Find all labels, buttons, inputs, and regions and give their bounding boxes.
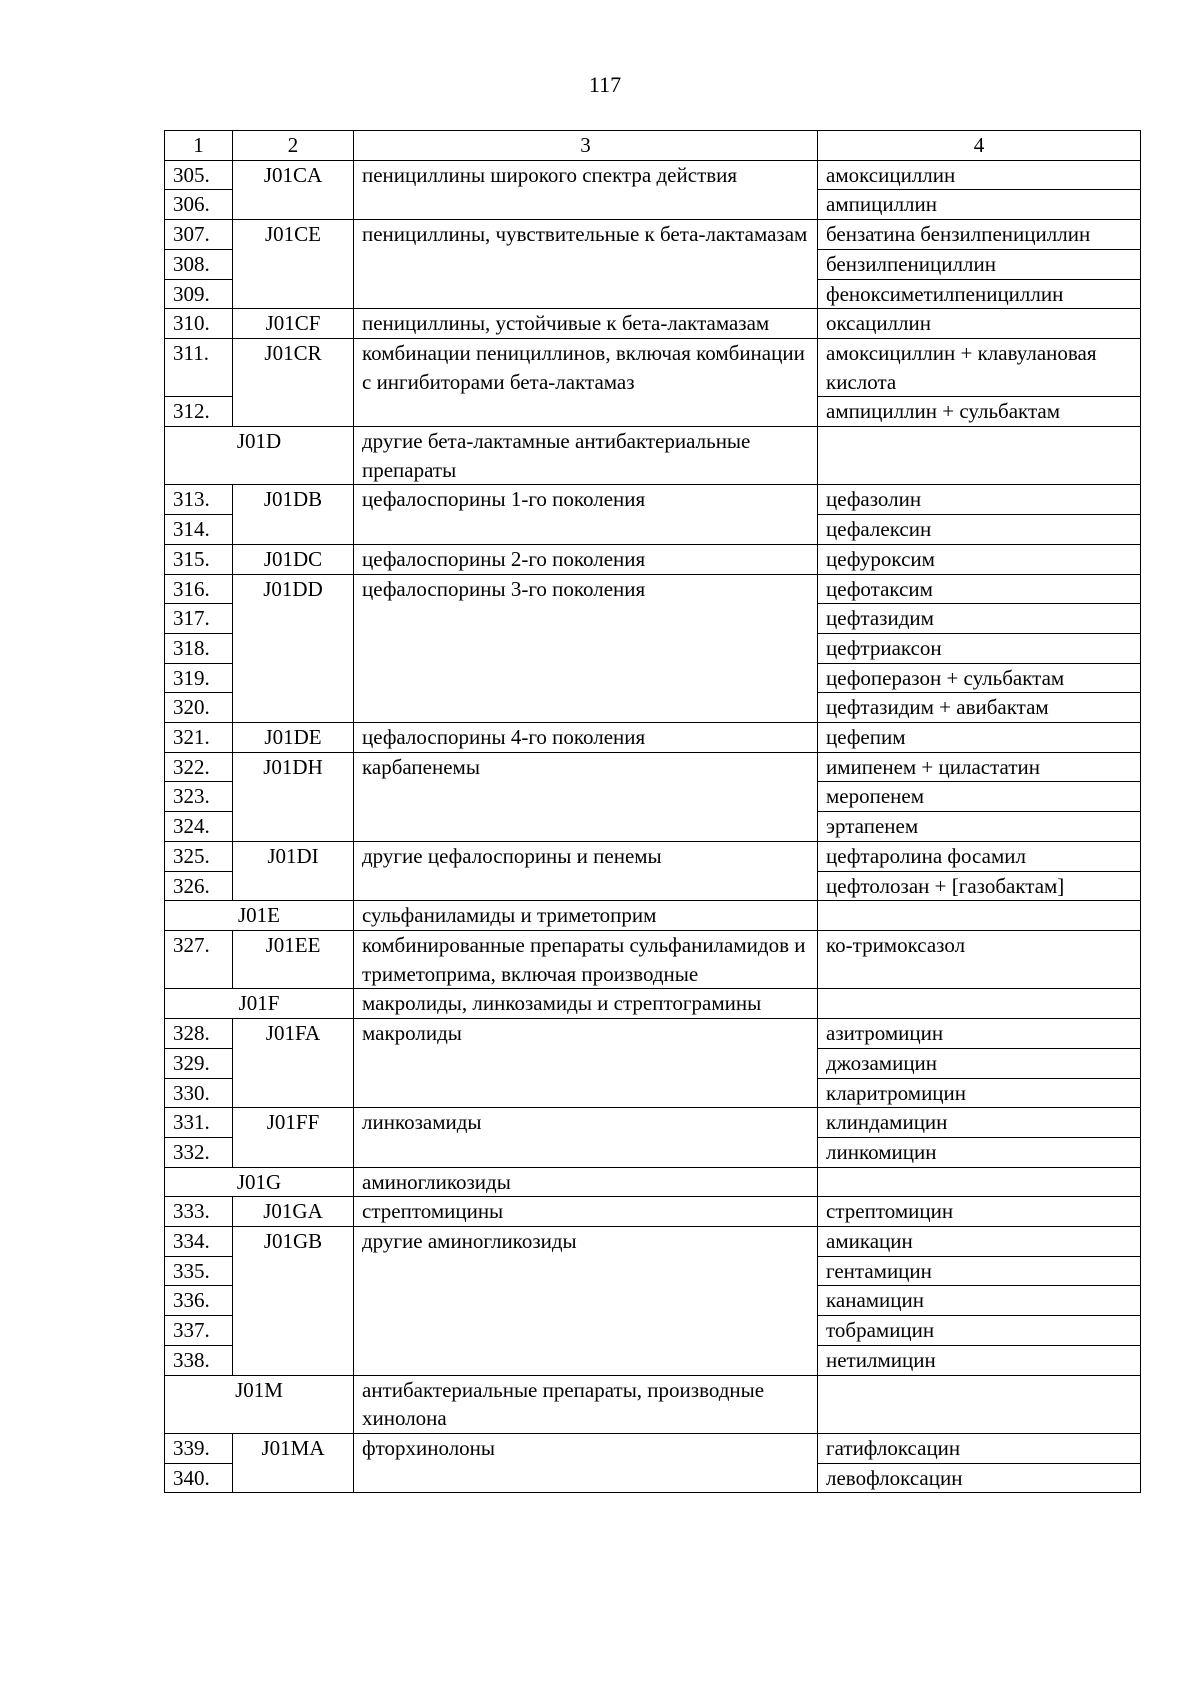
header-cell-3: 3 [354,131,818,161]
row-number: 335. [165,1256,233,1286]
drug-name: канамицин [818,1286,1141,1316]
drug-name: амоксициллин [818,160,1141,190]
drug-name: цефтазидим + авибактам [818,693,1141,723]
table-row [165,309,1141,339]
drug-name: меропенем [818,782,1141,812]
anatomical-group-name: пенициллины, чувствительные к бета-лактамазам [354,220,818,309]
group-code: J01G [165,1167,354,1197]
group-code: J01D [165,427,354,485]
row-number: 322. [165,752,233,782]
drug-name: гентамицин [818,1256,1141,1286]
row-number: 323. [165,782,233,812]
group-drug-cell [818,1375,1141,1433]
row-number: 331. [165,1108,233,1138]
drug-name: цефазолин [818,485,1141,515]
drug-name: цефтриаксон [818,633,1141,663]
atc-code: J01FF [233,1108,354,1167]
atc-code: J01CA [233,160,354,219]
row-number: 338. [165,1345,233,1375]
anatomical-group-name: другие цефалоспорины и пенемы [354,841,818,900]
row-number: 329. [165,1048,233,1078]
drug-name: бензилпенициллин [818,249,1141,279]
group-drug-cell [818,1167,1141,1197]
group-row [165,989,1141,1019]
drug-name: цефалексин [818,515,1141,545]
row-number: 317. [165,604,233,634]
table-row [165,1433,1141,1463]
atc-code: J01GB [233,1227,354,1376]
drug-name: ампициллин [818,190,1141,220]
table-row [165,160,1141,190]
table-row [165,752,1141,782]
table-body [165,131,1141,1493]
row-number: 316. [165,574,233,604]
group-drug-cell [818,427,1141,485]
header-cell-2: 2 [233,131,354,161]
anatomical-group-name: стрептомицины [354,1197,818,1227]
anatomical-group-name: цефалоспорины 4-го поколения [354,723,818,753]
group-code: J01F [165,989,354,1019]
drug-name: азитромицин [818,1019,1141,1049]
atc-code: J01DD [233,574,354,723]
anatomical-group-name: цефалоспорины 2-го поколения [354,544,818,574]
drug-name: гатифлоксацин [818,1433,1141,1463]
row-number: 307. [165,220,233,250]
row-number: 312. [165,397,233,427]
atc-code: J01DB [233,485,354,544]
drug-name: цефоперазон + сульбактам [818,663,1141,693]
atc-code: J01CE [233,220,354,309]
row-number: 314. [165,515,233,545]
row-number: 320. [165,693,233,723]
table-row [165,1197,1141,1227]
row-number: 313. [165,485,233,515]
row-number: 332. [165,1137,233,1167]
group-name: сульфаниламиды и триметоприм [354,901,818,931]
atc-code: J01MA [233,1433,354,1492]
drug-name: левофлоксацин [818,1463,1141,1493]
drug-name: ампициллин + сульбактам [818,397,1141,427]
anatomical-group-name: другие аминогликозиды [354,1227,818,1376]
table-row [165,841,1141,871]
drug-name: эртапенем [818,812,1141,842]
drug-name: цефтолозан + [газобактам] [818,871,1141,901]
anatomical-group-name: цефалоспорины 1-го поколения [354,485,818,544]
drug-name: стрептомицин [818,1197,1141,1227]
row-number: 337. [165,1316,233,1346]
header-cell-4: 4 [818,131,1141,161]
row-number: 315. [165,544,233,574]
group-name: другие бета-лактамные антибактериальные препараты [354,427,818,485]
drug-name: цефотаксим [818,574,1141,604]
table-row [165,485,1141,515]
row-number: 336. [165,1286,233,1316]
drug-name: тобрамицин [818,1316,1141,1346]
drug-name: нетилмицин [818,1345,1141,1375]
table-header-row [165,131,1141,161]
group-code: J01E [165,901,354,931]
drug-name: ко-тримоксазол [818,930,1141,988]
anatomical-group-name: фторхинолоны [354,1433,818,1492]
row-number: 330. [165,1078,233,1108]
row-number: 318. [165,633,233,663]
row-number: 324. [165,812,233,842]
drug-name: линкомицин [818,1137,1141,1167]
anatomical-group-name: линкозамиды [354,1108,818,1167]
group-drug-cell [818,989,1141,1019]
row-number: 321. [165,723,233,753]
table-row [165,1019,1141,1049]
group-row [165,427,1141,485]
table-row [165,574,1141,604]
row-number: 311. [165,338,233,396]
anatomical-group-name: комбинированные препараты сульфаниламидов и триметоприма, включая производные [354,930,818,988]
anatomical-group-name: цефалоспорины 3-го поколения [354,574,818,723]
drug-name: имипенем + циластатин [818,752,1141,782]
atc-code: J01DC [233,544,354,574]
drug-name: цефуроксим [818,544,1141,574]
table-row [165,723,1141,753]
group-drug-cell [818,901,1141,931]
atc-code: J01DE [233,723,354,753]
row-number: 325. [165,841,233,871]
row-number: 306. [165,190,233,220]
group-row [165,901,1141,931]
drug-name: амоксициллин + клавулановая кислота [818,338,1141,396]
group-name: антибактериальные препараты, производные хинолона [354,1375,818,1433]
anatomical-group-name: комбинации пенициллинов, включая комбинации с ингибиторами бета-лактамаз [354,338,818,426]
group-row [165,1375,1141,1433]
table-row [165,1108,1141,1138]
atc-code: J01FA [233,1019,354,1108]
drug-name: бензатина бензилпенициллин [818,220,1141,250]
row-number: 308. [165,249,233,279]
row-number: 305. [165,160,233,190]
table-row [165,930,1141,988]
atc-code: J01DH [233,752,354,841]
row-number: 309. [165,279,233,309]
table-row [165,544,1141,574]
drug-name: амикацин [818,1227,1141,1257]
page-number: 117 [588,72,622,97]
group-code: J01M [165,1375,354,1433]
table-row [165,220,1141,250]
drug-table [164,130,1141,1493]
drug-name: оксациллин [818,309,1141,339]
row-number: 327. [165,930,233,988]
anatomical-group-name: карбапенемы [354,752,818,841]
row-number: 328. [165,1019,233,1049]
row-number: 319. [165,663,233,693]
header-cell-1: 1 [165,131,233,161]
drug-name: цефепим [818,723,1141,753]
anatomical-group-name: пенициллины, устойчивые к бета-лактамазам [354,309,818,339]
group-name: аминогликозиды [354,1167,818,1197]
group-name: макролиды, линкозамиды и стрептограмины [354,989,818,1019]
anatomical-group-name: макролиды [354,1019,818,1108]
drug-name: цефтаролина фосамил [818,841,1141,871]
row-number: 340. [165,1463,233,1493]
anatomical-group-name: пенициллины широкого спектра действия [354,160,818,219]
row-number: 334. [165,1227,233,1257]
row-number: 326. [165,871,233,901]
atc-code: J01DI [233,841,354,900]
atc-code: J01CR [233,338,354,426]
drug-name: клиндамицин [818,1108,1141,1138]
atc-code: J01GA [233,1197,354,1227]
atc-code: J01EE [233,930,354,988]
atc-code: J01CF [233,309,354,339]
drug-name: джозамицин [818,1048,1141,1078]
drug-name: кларитромицин [818,1078,1141,1108]
row-number: 310. [165,309,233,339]
group-row [165,1167,1141,1197]
row-number: 333. [165,1197,233,1227]
table-row [165,1227,1141,1257]
table-row [165,338,1141,396]
drug-name: феноксиметилпенициллин [818,279,1141,309]
row-number: 339. [165,1433,233,1463]
drug-name: цефтазидим [818,604,1141,634]
